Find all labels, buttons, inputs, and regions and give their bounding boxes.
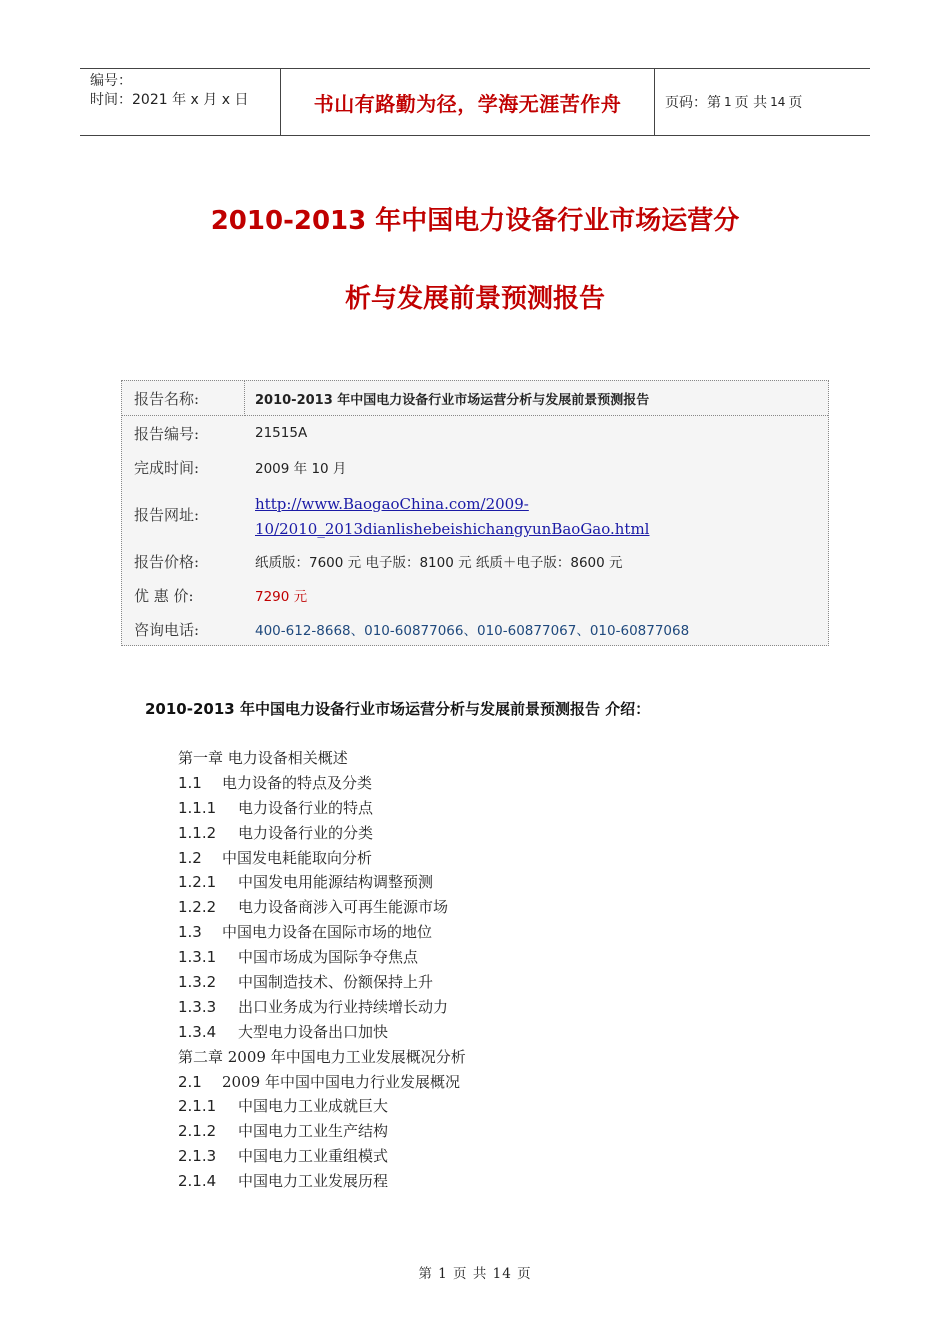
toc-item-text: 大型电力设备出口加快 <box>238 1022 389 1041</box>
toc-item-text: 中国制造技术、份额保持上升 <box>238 973 434 992</box>
toc-item-number: 1.2 <box>178 848 202 867</box>
toc-item-text: 中国电力工业生产结构 <box>238 1122 389 1141</box>
toc-item-text: 电力设备行业的特点 <box>238 798 374 817</box>
toc-item-number: 1.3.2 <box>178 973 217 992</box>
intro-heading: 2010-2013 年中国电力设备行业市场运营分析与发展前景预测报告 介绍： <box>145 700 651 718</box>
toc-item-number: 2.1.3 <box>178 1147 217 1166</box>
toc-item-text: 2009 年中国中国电力行业发展概况 <box>222 1072 460 1091</box>
toc-item-number: 1.1.2 <box>178 823 217 842</box>
toc-item <box>178 846 466 871</box>
toc-item-number: 1.3.4 <box>178 1022 217 1041</box>
price-label: 报告价格: <box>134 552 200 571</box>
toc-item-text: 第二章 2009 年中国电力工业发展概况分析 <box>178 1047 466 1066</box>
report-url-link-line-1[interactable]: http://www.BaogaoChina.com/2009- <box>255 495 529 513</box>
toc-item <box>178 1070 466 1095</box>
date-label: 完成时间: <box>134 458 200 477</box>
info-row-code <box>122 416 828 450</box>
toc-item-number: 1.3.3 <box>178 997 217 1016</box>
header-page-current: 1 <box>724 95 732 109</box>
report-title-line-1: 2010-2013 年中国电力设备行业市场运营分 <box>210 206 740 236</box>
toc-item-number: 1.1.1 <box>178 798 217 817</box>
toc-item <box>178 796 466 821</box>
toc-item-text: 电力设备的特点及分类 <box>222 773 373 792</box>
toc-item <box>178 821 466 846</box>
name-label: 报告名称: <box>122 381 245 416</box>
header-page-info <box>655 69 870 135</box>
page-footer: 第 1 页 共 14 页 <box>418 1266 532 1282</box>
toc-item-text: 中国发电用能源结构调整预测 <box>238 873 434 892</box>
url-label: 报告网址: <box>134 505 200 524</box>
toc-item <box>178 1119 466 1144</box>
info-row-url <box>122 484 828 544</box>
toc-item-text: 中国电力工业发展历程 <box>238 1172 389 1191</box>
toc-item-number: 2.1.1 <box>178 1097 217 1116</box>
report-url-link-line-2[interactable]: 10/2010_2013dianlishebeishichangyunBaoGao.html <box>255 520 650 538</box>
toc-item <box>178 1169 466 1194</box>
code-label: 报告编号: <box>134 424 200 443</box>
toc-item-text: 中国发电耗能取向分析 <box>222 848 373 867</box>
info-row-name <box>122 381 828 416</box>
toc-item-number: 1.3.1 <box>178 948 217 967</box>
info-row-discount <box>122 578 828 612</box>
phone-label: 咨询电话: <box>134 620 200 639</box>
name-value: 2010-2013 年中国电力设备行业市场运营分析与发展前景预测报告 <box>245 381 828 416</box>
toc-item-text: 电力设备行业的分类 <box>238 823 374 842</box>
report-title-line-2: 析与发展前景预测报告 <box>344 284 605 314</box>
code-value: 21515A <box>255 425 308 441</box>
discount-value: 7290 元 <box>255 589 308 605</box>
header-number-label: 编号： <box>90 73 132 89</box>
toc-item-text: 中国市场成为国际争夺焦点 <box>238 948 419 967</box>
header-time-label: 时间：2021 年 x 月 x 日 <box>90 92 249 108</box>
page-header <box>80 68 870 136</box>
header-page-mid: 页 共 <box>734 95 768 111</box>
toc-item <box>178 970 466 995</box>
header-page-total: 14 <box>770 95 786 109</box>
toc-item-text: 出口业务成为行业持续增长动力 <box>238 997 449 1016</box>
toc-item-number: 2.1.4 <box>178 1172 217 1191</box>
table-of-contents <box>178 746 466 1194</box>
toc-item <box>178 995 466 1020</box>
toc-item-text: 中国电力工业成就巨大 <box>238 1097 389 1116</box>
toc-item-number: 2.1 <box>178 1072 202 1091</box>
toc-item <box>178 920 466 945</box>
info-row-date <box>122 450 828 484</box>
report-info-table <box>121 380 829 646</box>
info-row-price <box>122 544 828 578</box>
toc-item <box>178 1045 466 1070</box>
toc-item <box>178 945 466 970</box>
toc-item <box>178 771 466 796</box>
toc-item <box>178 870 466 895</box>
toc-item <box>178 1094 466 1119</box>
price-value: 纸质版：7600 元 电子版：8100 元 纸质＋电子版：8600 元 <box>255 555 623 571</box>
header-motto: 书山有路勤为径，学海无涯苦作舟 <box>281 69 655 135</box>
info-row-phone <box>122 612 828 646</box>
date-value: 2009 年 10 月 <box>255 461 347 477</box>
toc-item-number: 2.1.2 <box>178 1122 217 1141</box>
toc-item-number: 1.3 <box>178 923 202 942</box>
toc-item <box>178 746 466 771</box>
header-page-suffix: 页 <box>788 95 803 111</box>
toc-item <box>178 1144 466 1169</box>
toc-item-text: 电力设备商涉入可再生能源市场 <box>238 898 449 917</box>
discount-label: 优 惠 价: <box>134 586 194 605</box>
url-value <box>245 484 828 544</box>
toc-item-number: 1.2.1 <box>178 873 217 892</box>
toc-item <box>178 895 466 920</box>
toc-item-text: 中国电力设备在国际市场的地位 <box>222 923 433 942</box>
header-page-prefix: 页码：第 <box>665 95 721 111</box>
toc-item-text: 第一章 电力设备相关概述 <box>178 749 348 767</box>
toc-item <box>178 1020 466 1045</box>
toc-item-number: 1.2.2 <box>178 898 217 917</box>
toc-item-text: 中国电力工业重组模式 <box>238 1147 389 1166</box>
phone-value: 400-612-8668、010-60877066、010-60877067、010-60877068 <box>255 623 690 639</box>
toc-item-number: 1.1 <box>178 773 202 792</box>
header-meta <box>80 69 281 135</box>
